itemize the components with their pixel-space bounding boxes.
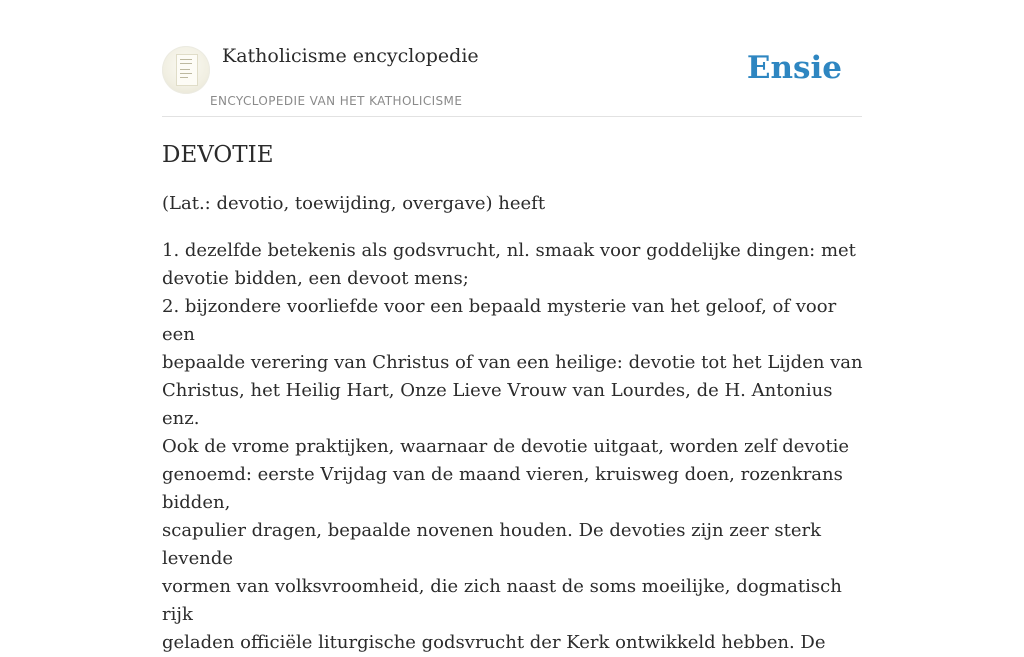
article-line: Ook de vrome praktijken, waarnaar de devotie uitgaat, worden zelf devotie <box>162 436 850 457</box>
article-line: 1. dezelfde betekenis als godsvrucht, nl. smaak voor goddelijke dingen: met <box>162 240 856 261</box>
article-line: scapulier dragen, bepaalde novenen houden. De devoties zijn zeer sterk levende <box>162 520 822 569</box>
site-title[interactable]: Katholicisme encyclopedie <box>222 45 479 67</box>
article-line: vormen van volksvroomheid, die zich naast de soms moeilijke, dogmatisch rijk <box>162 576 842 625</box>
article-line: 2. bijzondere voorliefde voor een bepaald mysterie van het geloof, of voor een <box>162 296 837 345</box>
article-intro: (Lat.: devotio, toewijding, overgave) heeft <box>162 193 546 214</box>
article <box>162 140 864 657</box>
article-line: bepaalde verering van Christus of van een heilige: devotie tot het Lijden van <box>162 352 863 373</box>
site-header <box>162 0 862 117</box>
encyclopedia-book-icon[interactable] <box>162 46 210 94</box>
article-body <box>162 237 864 657</box>
ensie-logo-link[interactable]: Ensie <box>746 50 842 86</box>
article-line: Christus, het Heilig Hart, Onze Lieve Vrouw van Lourdes, de H. Antonius enz. <box>162 380 833 429</box>
article-line: geladen officiële liturgische godsvrucht der Kerk ontwikkeld hebben. De <box>162 632 826 653</box>
article-line: genoemd: eerste Vrijdag van de maand vieren, kruisweg doen, rozenkrans bidden, <box>162 464 843 513</box>
article-line: devotie bidden, een devoot mens; <box>162 268 469 289</box>
book-cover <box>176 54 198 86</box>
article-title: DEVOTIE <box>162 142 274 168</box>
site-subtitle: ENCYCLOPEDIE VAN HET KATHOLICISME <box>210 94 463 108</box>
